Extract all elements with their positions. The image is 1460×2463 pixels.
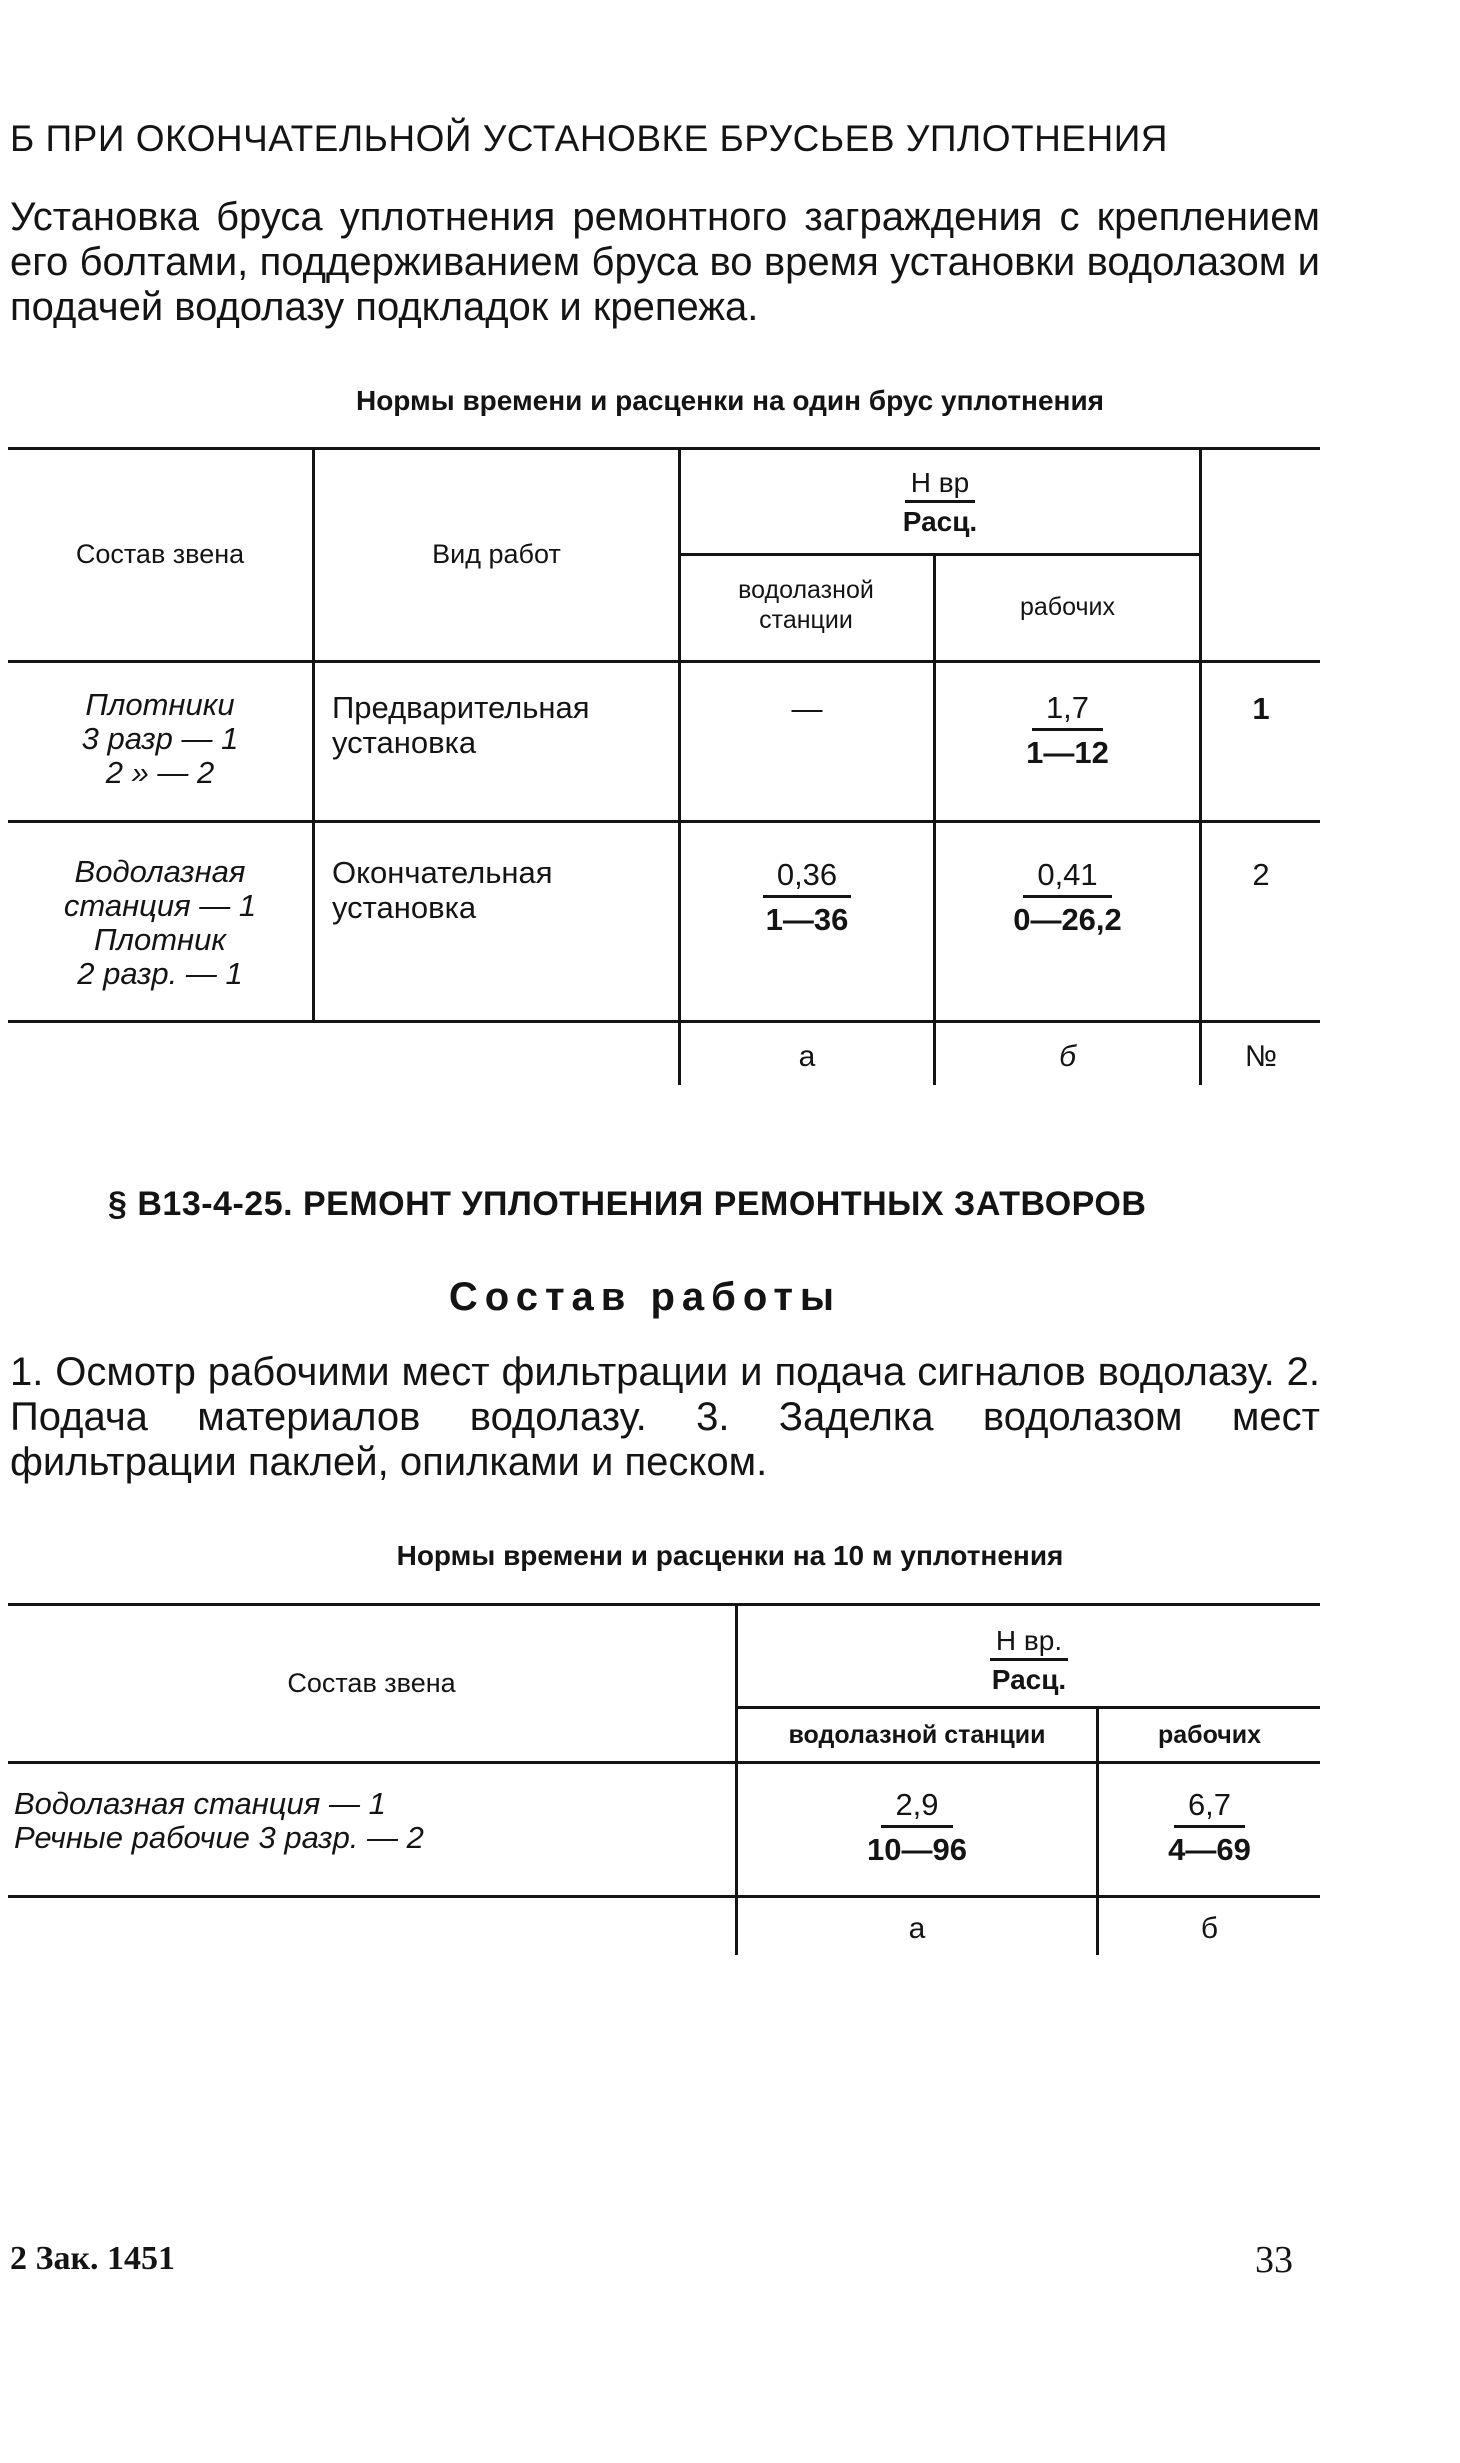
table2-caption: Нормы времени и расценки на 10 м уплотнения bbox=[396, 1540, 1064, 1571]
table1-caption: Нормы времени и расценки на один брус уплотнения bbox=[355, 385, 1104, 416]
table1-row2-crew: Водолазная станция — 1 Плотник 2 разр. — 1 bbox=[63, 854, 257, 991]
table1-row1-work: Предварительная установка bbox=[332, 690, 590, 760]
table2-row-workers: $\frac{6,7}{4—69}$ bbox=[1168, 1787, 1251, 1867]
page-number: 33 bbox=[1255, 2239, 1293, 2281]
table2-header-workers: рабочих bbox=[1157, 1721, 1262, 1749]
table2-row-diver: $\frac{2,9}{10—96}$ bbox=[867, 1787, 967, 1867]
table1-header-diver: водолазной станции bbox=[738, 576, 874, 634]
table2-header-crew: Состав звена bbox=[287, 1668, 456, 1698]
table2-header-norm: Н вр. Расц. bbox=[991, 1625, 1067, 1695]
table1-row2-workers: $\frac{0,41}{0—26,2}$ bbox=[1013, 857, 1122, 937]
table1-footer-a: а bbox=[798, 1040, 816, 1073]
table1-row1-crew: Плотники 3 разр — 1 2 » — 2 bbox=[81, 687, 239, 790]
table1-row2-diver: $\frac{0,36}{1—36}$ bbox=[681, 857, 933, 938]
table1-header-work: Вид работ bbox=[432, 539, 561, 569]
table1-norm-numerator: Н вр bbox=[905, 467, 975, 503]
table1-header-crew: Состав звена bbox=[75, 539, 245, 569]
print-order-note: 2 Зак. 1451 bbox=[10, 2240, 176, 2277]
work-composition-title: Состав работы bbox=[448, 1275, 842, 1319]
table1-footer-no: № bbox=[1244, 1040, 1278, 1073]
table2-footer-a: а bbox=[908, 1912, 926, 1945]
table1-row1-workers: $\frac{1,7}{1—12}$ bbox=[1026, 690, 1109, 770]
paragraph-installation: Установка бруса уплотнения ремонтного заграждения с креплением его болтами, поддерживанием бруса во время установки водолазом и подачей водолазу подкладок и крепежа. bbox=[10, 195, 1320, 329]
table1-row1-number: 1 bbox=[1252, 691, 1270, 726]
table2-row-crew: Водолазная станция — 1 Речные рабочие 3 разр. — 2 bbox=[14, 1786, 424, 1855]
table1-norm-denominator: Расц. bbox=[902, 506, 978, 537]
table1-row2-number: 2 bbox=[1252, 857, 1270, 892]
section-title: § В13-4-25. РЕМОНТ УПЛОТНЕНИЯ РЕМОНТНЫХ ЗАТВОРОВ bbox=[108, 1185, 1147, 1223]
table1-footer-b: б bbox=[1059, 1040, 1076, 1073]
paragraph-work-composition: 1. Осмотр рабочими мест фильтрации и подача сигналов водолазу. 2. Подача материалов водолазу. 3. Заделка водолазом мест фильтрации паклей, опилками и песком. bbox=[10, 1350, 1320, 1484]
table2-header-diver: водолазной станции bbox=[788, 1721, 1046, 1749]
table1-row2-work: Окончательная установка bbox=[332, 855, 553, 925]
table1-header-norm bbox=[681, 467, 1199, 538]
table1-row1-diver: — bbox=[791, 691, 823, 726]
section-heading-b: Б ПРИ ОКОНЧАТЕЛЬНОЙ УСТАНОВКЕ БРУСЬЕВ УПЛОТНЕНИЯ bbox=[10, 118, 1169, 159]
table1-header-workers: рабочих bbox=[1020, 593, 1115, 621]
table2-footer-b: б bbox=[1200, 1912, 1219, 1945]
